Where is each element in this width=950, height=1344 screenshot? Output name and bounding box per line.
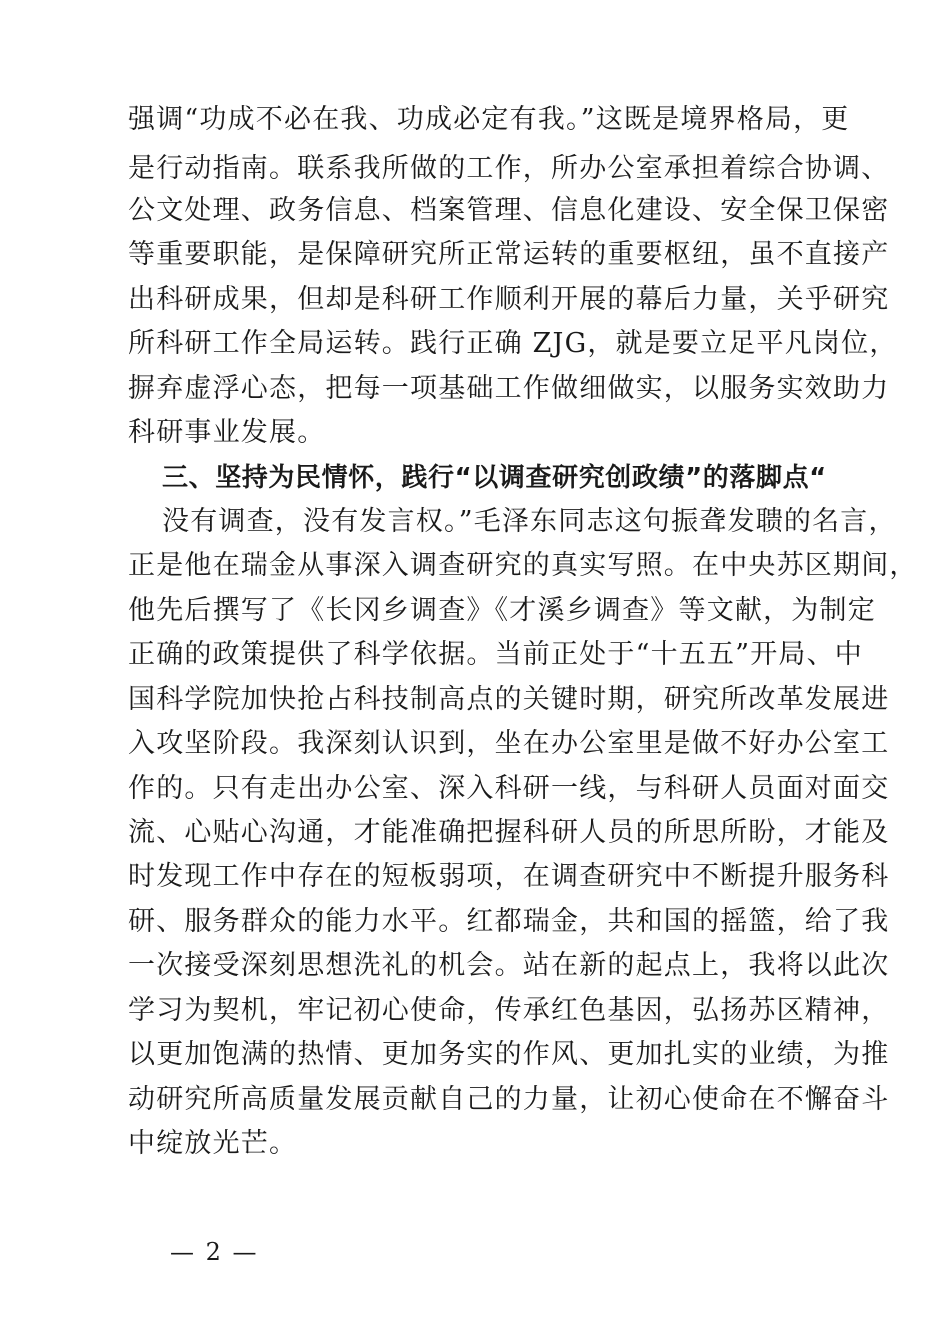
page-number: — 2 — — [170, 1238, 259, 1266]
body-text-line: 时发现工作中存在的短板弱项，在调查研究中不断提升服务科 — [128, 861, 890, 892]
body-text-line: 没有调查，没有发言权。”毛泽东同志这句振聋发聩的名言， — [162, 506, 897, 537]
body-text-line: 动研究所高质量发展贡献自己的力量，让初心使命在不懈奋斗 — [128, 1084, 890, 1115]
body-text-line: 中绽放光芒。 — [128, 1128, 298, 1159]
body-text-line: 摒弃虚浮心态，把每一项基础工作做细做实，以服务实效助力 — [128, 373, 890, 404]
body-text-line: 入攻坚阶段。我深刻认识到，坐在办公室里是做不好办公室工 — [128, 728, 890, 759]
body-text-line: 流、心贴心沟通，才能准确把握科研人员的所思所盼，才能及 — [128, 817, 890, 848]
body-text-line: 科研事业发展。 — [128, 417, 326, 448]
body-text-line: 一次接受深刻思想洗礼的机会。站在新的起点上，我将以此次 — [128, 950, 890, 981]
body-text-line: 国科学院加快抢占科技制高点的关键时期，研究所改革发展进 — [128, 684, 890, 715]
body-text-line: 等重要职能，是保障研究所正常运转的重要枢纽，虽不直接产 — [128, 239, 890, 270]
section-heading: 三、坚持为民情怀，践行“以调查研究创政绩”的落脚点“ — [162, 463, 827, 493]
body-text-line: 正是他在瑞金从事深入调查研究的真实写照。在中央苏区期间， — [128, 550, 918, 581]
body-text-line: 以更加饱满的热情、更加务实的作风、更加扎实的业绩，为推 — [128, 1039, 890, 1070]
body-text-line: 所科研工作全局运转。践行正确 ZJG，就是要立足平凡岗位， — [128, 328, 898, 359]
body-text-line: 出科研成果，但却是科研工作顺利开展的幕后力量，关乎研究 — [128, 284, 890, 315]
body-text-line: 公文处理、政务信息、档案管理、信息化建设、安全保卫保密 — [128, 195, 890, 226]
body-text-line: 是行动指南。联系我所做的工作，所办公室承担着综合协调、 — [128, 153, 890, 184]
body-text-line: 强调“功成不必在我、功成必定有我。”这既是境界格局，更 — [128, 104, 850, 135]
body-text-line: 作的。只有走出办公室、深入科研一线，与科研人员面对面交 — [128, 773, 890, 804]
body-text-line: 正确的政策提供了科学依据。当前正处于“十五五”开局、中 — [128, 639, 864, 670]
body-text-line: 学习为契机，牢记初心使命，传承红色基因，弘扬苏区精神， — [128, 995, 890, 1026]
body-text-line: 他先后撰写了《长冈乡调查》《才溪乡调查》等文献，为制定 — [128, 595, 876, 626]
body-text-line: 研、服务群众的能力水平。红都瑞金，共和国的摇篮，给了我 — [128, 906, 890, 937]
